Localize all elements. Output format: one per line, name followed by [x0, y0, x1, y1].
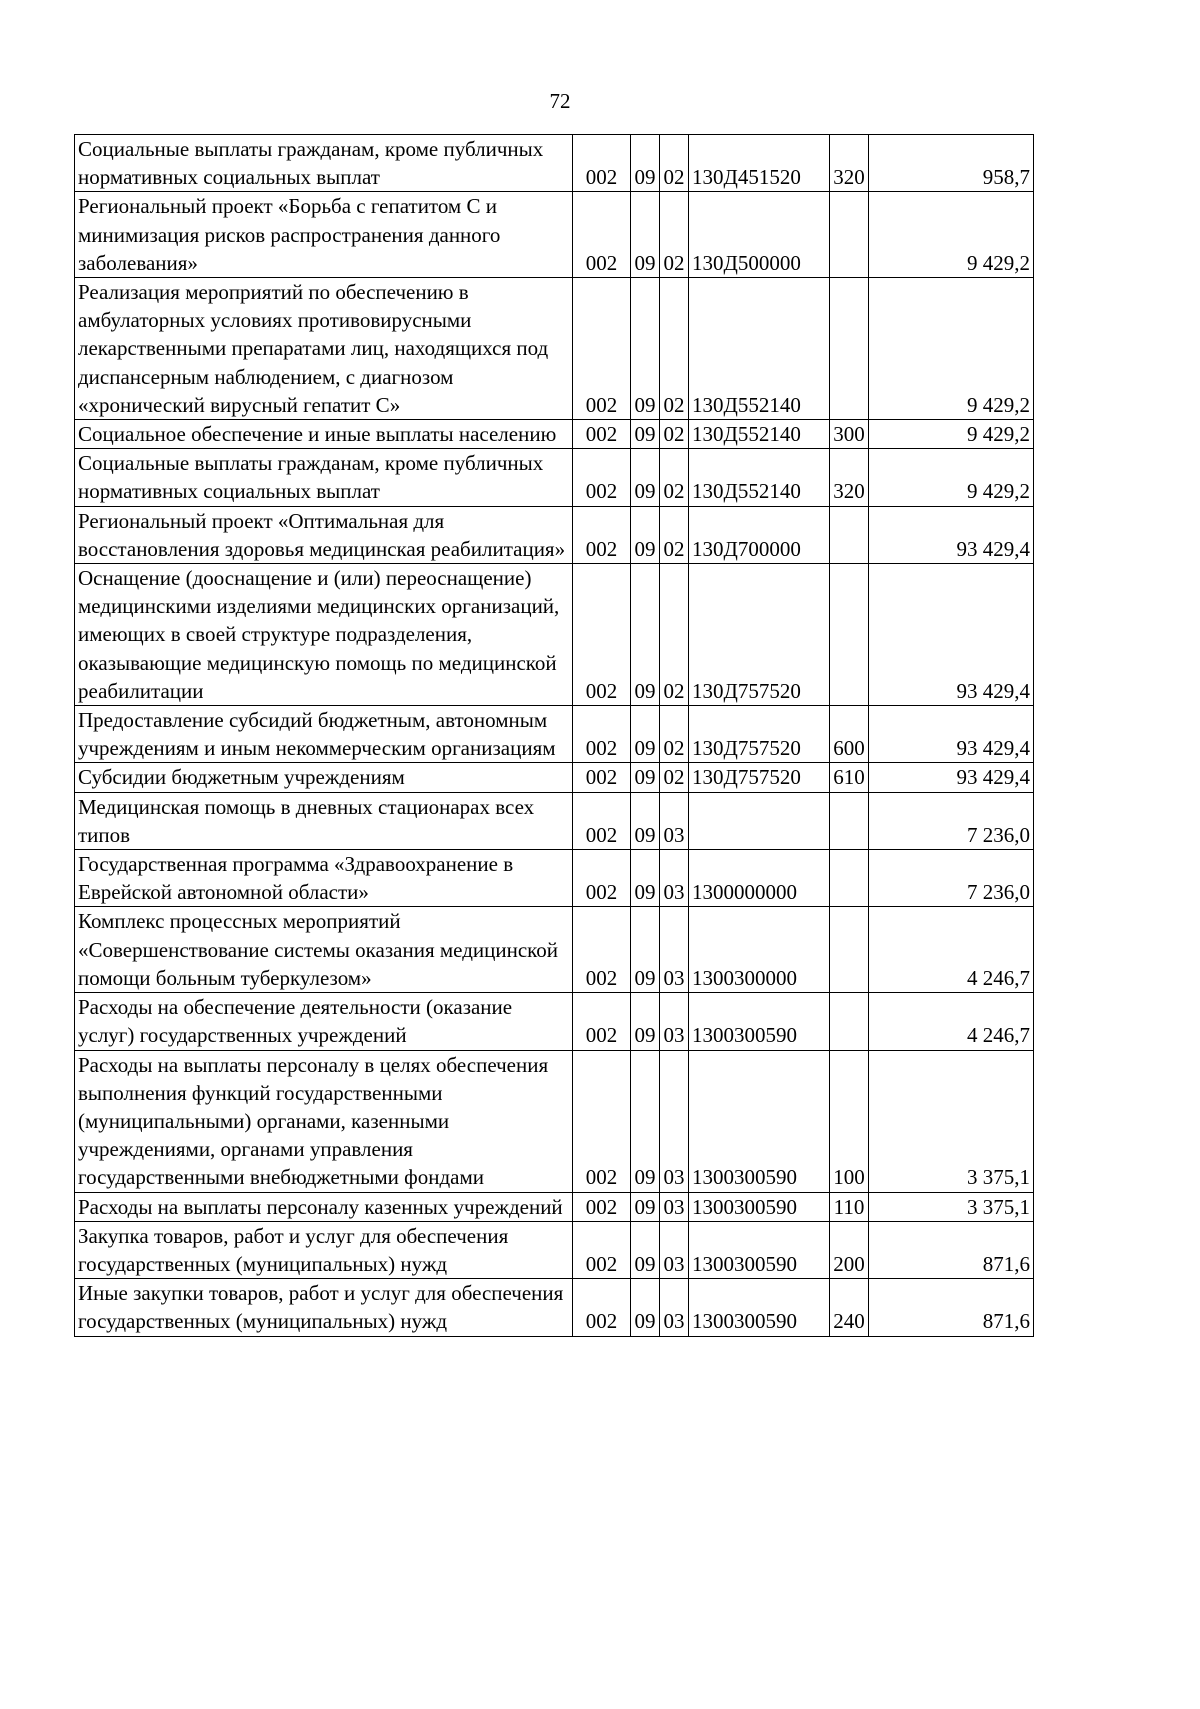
target-article-cell: 130Д700000: [689, 506, 830, 563]
target-article-cell: 1300300590: [689, 1192, 830, 1221]
amount-cell: 9 429,2: [869, 192, 1034, 278]
table-row: [75, 1050, 1034, 1192]
expense-type-cell: [830, 278, 869, 420]
grbs-code-cell: 002: [573, 1192, 631, 1221]
subsection-code-cell: 03: [660, 993, 689, 1050]
grbs-code-cell: 002: [573, 564, 631, 706]
subsection-code-cell: 03: [660, 1221, 689, 1278]
expense-type-cell: 100: [830, 1050, 869, 1192]
section-code-cell: 09: [631, 1279, 660, 1336]
section-code-cell: 09: [631, 278, 660, 420]
expense-name-cell: Расходы на выплаты персоналу в целях обеспечения выполнения функций государственными (муниципальными) органами, казенными учреждениями, органами управления государственными внебюджетными фондами: [75, 1050, 573, 1192]
section-code-cell: 09: [631, 135, 660, 192]
amount-cell: 7 236,0: [869, 792, 1034, 849]
section-code-cell: 09: [631, 850, 660, 907]
subsection-code-cell: 02: [660, 763, 689, 792]
expense-name-cell: Региональный проект «Оптимальная для восстановления здоровья медицинская реабилитация»: [75, 506, 573, 563]
amount-cell: 93 429,4: [869, 506, 1034, 563]
target-article-cell: 1300300590: [689, 1279, 830, 1336]
table-row: [75, 792, 1034, 849]
expense-name-cell: Предоставление субсидий бюджетным, автономным учреждениям и иным некоммерческим организациям: [75, 706, 573, 763]
amount-cell: 958,7: [869, 135, 1034, 192]
table-row: [75, 135, 1034, 192]
target-article-cell: 130Д500000: [689, 192, 830, 278]
amount-cell: 4 246,7: [869, 907, 1034, 993]
amount-cell: 3 375,1: [869, 1192, 1034, 1221]
expense-type-cell: 600: [830, 706, 869, 763]
table-row: [75, 706, 1034, 763]
subsection-code-cell: 03: [660, 1192, 689, 1221]
expense-type-cell: 300: [830, 420, 869, 449]
expense-name-cell: Иные закупки товаров, работ и услуг для обеспечения государственных (муниципальных) нужд: [75, 1279, 573, 1336]
target-article-cell: 130Д757520: [689, 564, 830, 706]
amount-cell: 4 246,7: [869, 993, 1034, 1050]
grbs-code-cell: 002: [573, 1050, 631, 1192]
grbs-code-cell: 002: [573, 449, 631, 506]
table-row: [75, 850, 1034, 907]
table-row: [75, 506, 1034, 563]
expense-name-cell: Медицинская помощь в дневных стационарах всех типов: [75, 792, 573, 849]
page-number: 72: [549, 89, 571, 113]
table-row: [75, 1279, 1034, 1336]
subsection-code-cell: 02: [660, 564, 689, 706]
expense-type-cell: 200: [830, 1221, 869, 1278]
table-row: [75, 993, 1034, 1050]
expense-name-cell: Государственная программа «Здравоохранение в Еврейской автономной области»: [75, 850, 573, 907]
grbs-code-cell: 002: [573, 192, 631, 278]
subsection-code-cell: 03: [660, 907, 689, 993]
table-row: [75, 564, 1034, 706]
amount-cell: 871,6: [869, 1279, 1034, 1336]
target-article-cell: 130Д757520: [689, 763, 830, 792]
table-row: [75, 278, 1034, 420]
expense-type-cell: 320: [830, 449, 869, 506]
subsection-code-cell: 02: [660, 449, 689, 506]
subsection-code-cell: 02: [660, 192, 689, 278]
grbs-code-cell: 002: [573, 907, 631, 993]
table-row: [75, 420, 1034, 449]
amount-cell: 93 429,4: [869, 564, 1034, 706]
expense-type-cell: [830, 907, 869, 993]
table-row: [75, 907, 1034, 993]
section-code-cell: 09: [631, 1050, 660, 1192]
target-article-cell: 1300000000: [689, 850, 830, 907]
section-code-cell: 09: [631, 706, 660, 763]
expense-name-cell: Субсидии бюджетным учреждениям: [75, 763, 573, 792]
section-code-cell: 09: [631, 1192, 660, 1221]
expense-name-cell: Социальные выплаты гражданам, кроме публичных нормативных социальных выплат: [75, 449, 573, 506]
expense-name-cell: Оснащение (дооснащение и (или) переоснащение) медицинскими изделиями медицинских организаций, имеющих в своей структуре подразделения, оказывающие медицинскую помощь по медицинской реабилитации: [75, 564, 573, 706]
section-code-cell: 09: [631, 420, 660, 449]
amount-cell: 9 429,2: [869, 420, 1034, 449]
target-article-cell: 130Д552140: [689, 449, 830, 506]
grbs-code-cell: 002: [573, 850, 631, 907]
table-row: [75, 192, 1034, 278]
expense-name-cell: Социальное обеспечение и иные выплаты населению: [75, 420, 573, 449]
table-row: [75, 1192, 1034, 1221]
table-row: [75, 449, 1034, 506]
table-row: [75, 763, 1034, 792]
section-code-cell: 09: [631, 506, 660, 563]
target-article-cell: 130Д757520: [689, 706, 830, 763]
target-article-cell: 130Д552140: [689, 420, 830, 449]
expense-type-cell: 610: [830, 763, 869, 792]
budget-table: [74, 134, 1034, 1337]
grbs-code-cell: 002: [573, 506, 631, 563]
subsection-code-cell: 03: [660, 1279, 689, 1336]
expense-type-cell: [830, 506, 869, 563]
expense-name-cell: Реализация мероприятий по обеспечению в амбулаторных условиях противовирусными лекарственными препаратами лиц, находящихся под диспансерным наблюдением, с диагнозом «хронический вирусный гепатит С»: [75, 278, 573, 420]
grbs-code-cell: 002: [573, 420, 631, 449]
grbs-code-cell: 002: [573, 792, 631, 849]
subsection-code-cell: 03: [660, 1050, 689, 1192]
expense-name-cell: Расходы на обеспечение деятельности (оказание услуг) государственных учреждений: [75, 993, 573, 1050]
expense-type-cell: [830, 564, 869, 706]
amount-cell: 7 236,0: [869, 850, 1034, 907]
amount-cell: 93 429,4: [869, 763, 1034, 792]
expense-name-cell: Комплекс процессных мероприятий «Совершенствование системы оказания медицинской помощи больным туберкулезом»: [75, 907, 573, 993]
amount-cell: 9 429,2: [869, 449, 1034, 506]
amount-cell: 871,6: [869, 1221, 1034, 1278]
target-article-cell: 1300300590: [689, 1221, 830, 1278]
target-article-cell: 130Д451520: [689, 135, 830, 192]
subsection-code-cell: 03: [660, 792, 689, 849]
expense-type-cell: 240: [830, 1279, 869, 1336]
expense-type-cell: 320: [830, 135, 869, 192]
expense-type-cell: [830, 850, 869, 907]
subsection-code-cell: 02: [660, 135, 689, 192]
section-code-cell: 09: [631, 907, 660, 993]
amount-cell: 3 375,1: [869, 1050, 1034, 1192]
section-code-cell: 09: [631, 449, 660, 506]
target-article-cell: [689, 792, 830, 849]
section-code-cell: 09: [631, 993, 660, 1050]
grbs-code-cell: 002: [573, 1279, 631, 1336]
target-article-cell: 1300300000: [689, 907, 830, 993]
grbs-code-cell: 002: [573, 278, 631, 420]
expense-name-cell: Социальные выплаты гражданам, кроме публичных нормативных социальных выплат: [75, 135, 573, 192]
expense-name-cell: Закупка товаров, работ и услуг для обеспечения государственных (муниципальных) нужд: [75, 1221, 573, 1278]
grbs-code-cell: 002: [573, 135, 631, 192]
amount-cell: 9 429,2: [869, 278, 1034, 420]
grbs-code-cell: 002: [573, 763, 631, 792]
subsection-code-cell: 03: [660, 850, 689, 907]
expense-name-cell: Расходы на выплаты персоналу казенных учреждений: [75, 1192, 573, 1221]
expense-type-cell: [830, 192, 869, 278]
grbs-code-cell: 002: [573, 1221, 631, 1278]
section-code-cell: 09: [631, 192, 660, 278]
expense-type-cell: [830, 792, 869, 849]
subsection-code-cell: 02: [660, 278, 689, 420]
target-article-cell: 1300300590: [689, 1050, 830, 1192]
target-article-cell: 1300300590: [689, 993, 830, 1050]
target-article-cell: 130Д552140: [689, 278, 830, 420]
section-code-cell: 09: [631, 763, 660, 792]
section-code-cell: 09: [631, 1221, 660, 1278]
expense-name-cell: Региональный проект «Борьба с гепатитом С и минимизация рисков распространения данного заболевания»: [75, 192, 573, 278]
amount-cell: 93 429,4: [869, 706, 1034, 763]
table-row: [75, 1221, 1034, 1278]
expense-type-cell: [830, 993, 869, 1050]
subsection-code-cell: 02: [660, 420, 689, 449]
expense-type-cell: 110: [830, 1192, 869, 1221]
section-code-cell: 09: [631, 564, 660, 706]
subsection-code-cell: 02: [660, 706, 689, 763]
subsection-code-cell: 02: [660, 506, 689, 563]
grbs-code-cell: 002: [573, 706, 631, 763]
grbs-code-cell: 002: [573, 993, 631, 1050]
section-code-cell: 09: [631, 792, 660, 849]
